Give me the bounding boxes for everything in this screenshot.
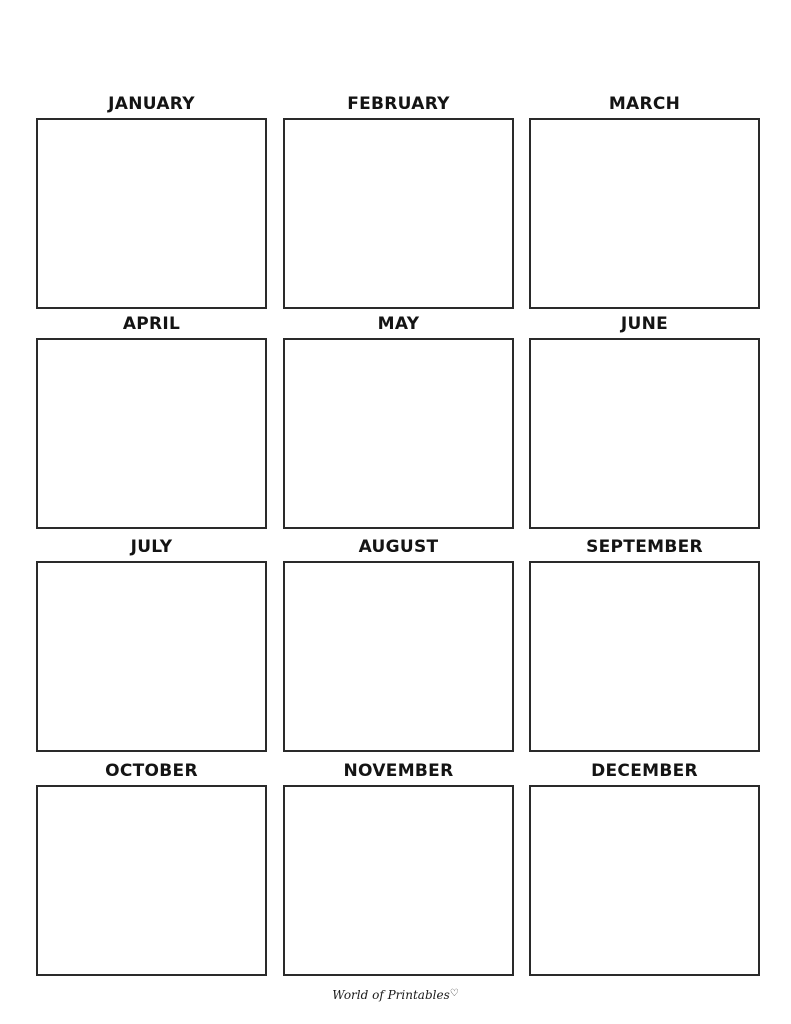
month-label: APRIL bbox=[122, 314, 181, 334]
month-label: JUNE bbox=[620, 314, 669, 334]
month-label: NOVEMBER bbox=[343, 761, 454, 781]
month-notes-box[interactable] bbox=[283, 785, 514, 976]
month-notes-box[interactable] bbox=[36, 118, 267, 309]
month-notes-box[interactable] bbox=[36, 785, 267, 976]
footer-brand bbox=[0, 988, 791, 1002]
month-notes-box[interactable] bbox=[283, 338, 514, 529]
month-notes-box[interactable] bbox=[529, 785, 760, 976]
month-notes-box[interactable] bbox=[283, 118, 514, 309]
month-notes-box[interactable] bbox=[529, 338, 760, 529]
month-label: JANUARY bbox=[108, 94, 195, 114]
month-label: OCTOBER bbox=[105, 761, 198, 781]
month-label: JULY bbox=[130, 537, 173, 557]
month-label: DECEMBER bbox=[591, 761, 698, 781]
month-notes-box[interactable] bbox=[36, 561, 267, 752]
heart-icon: ♡ bbox=[449, 988, 459, 999]
month-notes-box[interactable] bbox=[36, 338, 267, 529]
month-label: SEPTEMBER bbox=[586, 537, 703, 557]
month-notes-box[interactable] bbox=[283, 561, 514, 752]
month-label: AUGUST bbox=[358, 537, 439, 557]
month-notes-box[interactable] bbox=[529, 561, 760, 752]
month-notes-box[interactable] bbox=[529, 118, 760, 309]
month-label: FEBRUARY bbox=[347, 94, 450, 114]
brand-text: World of Printables bbox=[332, 988, 450, 1002]
month-label: MAY bbox=[377, 314, 420, 334]
month-label: MARCH bbox=[608, 94, 681, 114]
